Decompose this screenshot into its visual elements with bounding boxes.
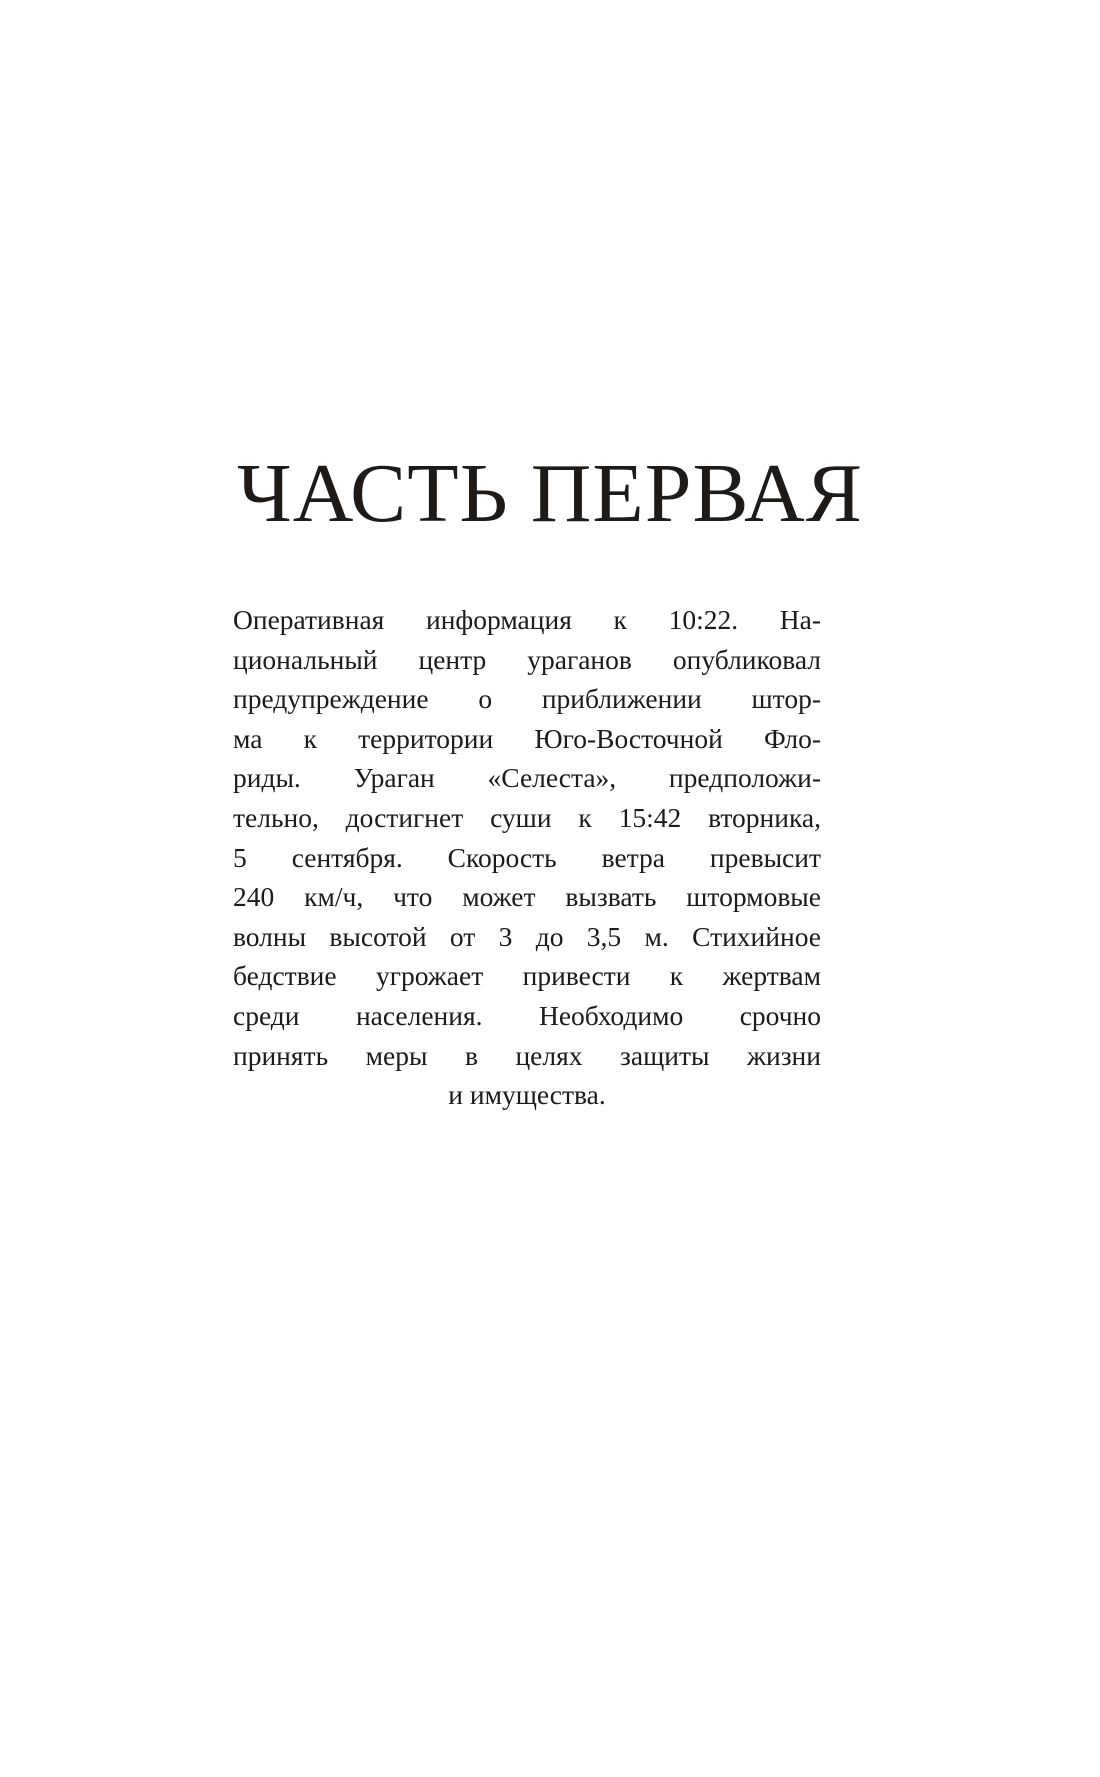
paragraph-last-line: и имущества. [448, 1079, 606, 1111]
paragraph-line: предупреждение о приближении штор- [233, 683, 821, 715]
paragraph-line: ма к территории Юго-Восточной Фло- [233, 722, 821, 754]
intro-paragraph [233, 600, 821, 1115]
paragraph-line: циональный центр ураганов опубликовал [233, 643, 821, 675]
paragraph-line: 5 сентября. Скорость ветра превысит [233, 841, 821, 873]
paragraph-line: волны высотой от 3 до 3,5 м. Стихийное [233, 920, 821, 952]
paragraph-line: тельно, достигнет суши к 15:42 вторника, [233, 801, 821, 833]
paragraph-line: 240 км/ч, что может вызвать штормовые [233, 881, 821, 913]
paragraph-line: бедствие угрожает привести к жертвам [233, 960, 821, 992]
paragraph-line: Оперативная информация к 10:22. На- [233, 604, 821, 635]
part-title: ЧАСТЬ ПЕРВАЯ [237, 447, 863, 540]
paragraph-line: принять меры в целях защиты жизни [233, 1039, 821, 1071]
paragraph-line: среди населения. Необходимо срочно [233, 999, 821, 1031]
paragraph-line: риды. Ураган «Селеста», предположи- [233, 762, 821, 794]
